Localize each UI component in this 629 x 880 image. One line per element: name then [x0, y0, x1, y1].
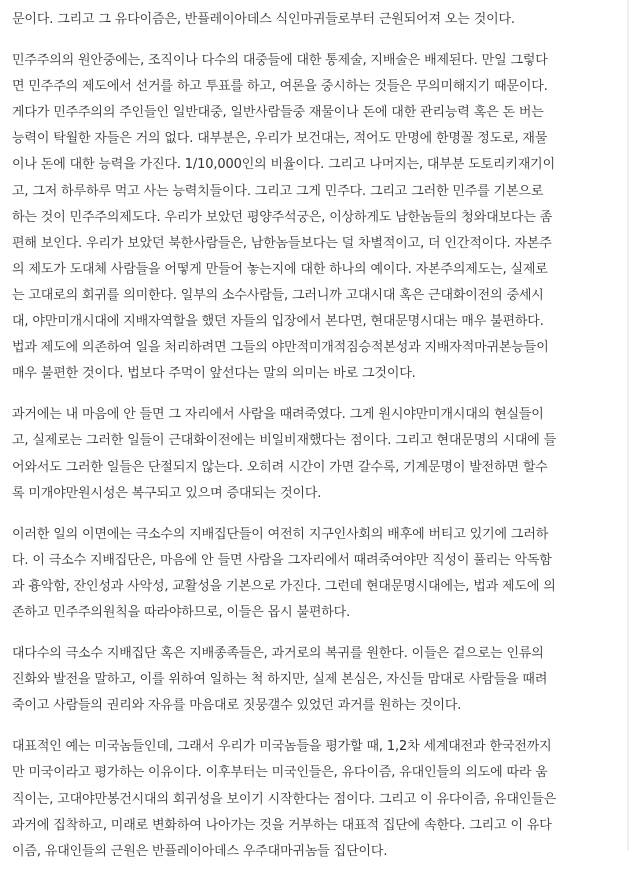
paragraph [12, 48, 615, 387]
text-line: 대다수의 극소수 지배집단 혹은 지배종족들은, 과거로의 복귀를 원한다. 이들은 겉으로는 인류의 [12, 646, 544, 662]
text-line: 면 민주주의 제도에서 선거를 하고 투표를 하고, 여론을 중시하는 것들은 무의미해지기 때문이다. [12, 79, 548, 95]
text-line: 이즘, 유대인들의 근원은 반플레이아데스 우주대마귀놈들 집단이다. [12, 843, 388, 859]
text-line: 과거에 집착하고, 미래로 변화하여 나아가는 것을 거부하는 대표적 집단에 속한다. 그리고 이 유다 [12, 817, 552, 833]
paragraph [12, 522, 615, 626]
text-line: 의 제도가 도대체 사람들을 어떻게 만들어 놓는지에 대한 하나의 예이다. 자본주의제도는, 실제로 [12, 261, 548, 277]
text-line: 고, 실제로는 그러한 일들이 근대화이전에는 비일비재했다는 점이다. 그리고 현대문명의 시대에 들 [12, 433, 557, 449]
text-line: 과거에는 내 마음에 안 들면 그 자리에서 사람을 때려죽였다. 그게 원시야만미개시대의 현실들이 [12, 407, 544, 423]
text-line: 대표적인 예는 미국놈들인데, 그래서 우리가 미국놈들을 평가할 때, 1,2차 세계대전과 한국전까지 [12, 739, 552, 755]
text-line: 어와서도 그러한 일들은 단절되지 않는다. 오히려 시간이 가면 갈수록, 기계문명이 발전하면 할수 [12, 459, 548, 475]
text-line: 하는 것이 민주주의제도다. 우리가 보았던 평양주석궁은, 이상하게도 남한놈들의 청와대보다는 좀 [12, 209, 553, 225]
paragraph [12, 402, 615, 506]
text-line: 만 미국이라고 평가하는 이유이다. 이후부터는 미국인들은, 유다이즘, 유대인들의 의도에 따라 움 [12, 765, 548, 781]
text-line: 진화와 발전을 말하고, 이를 위하여 일하는 척 하지만, 실제 본심은, 자신들 맘대로 사람들을 때려 [12, 672, 548, 688]
text-line: 대, 야만미개시대에 지배자역할을 했던 자들의 입장에서 본다면, 현대문명시대는 매우 불편하다. [12, 314, 544, 330]
text-line: 록 미개야만원시성은 복구되고 있으며 증대되는 것이다. [12, 485, 322, 501]
text-line: 편해 보인다. 우리가 보았던 북한사람들은, 남한놈들보다는 덜 차별적이고, 더 인간적이다. 자본주 [12, 235, 552, 251]
paragraph [12, 641, 615, 719]
text-line: 고, 그저 하루하루 먹고 사는 능력치들이다. 그리고 그게 민주다. 그리고 그러한 민주를 기본으로 [12, 183, 544, 199]
text-line: 직이는, 고대야만봉건시대의 회귀성을 보이기 시작한다는 점이다. 그리고 이 유다이즘, 유대인들은 [12, 791, 557, 807]
text-line: 이나 돈에 대한 능력을 가진다. 1/10,000인의 비율이다. 그리고 나머지는, 대부분 도토리키재기이 [12, 157, 555, 173]
text-line: 법과 제도에 의존하여 일을 처리하려면 그들의 야만적미개적짐승적본성과 지배자적마귀본능들이 [12, 340, 549, 356]
text-line: 는 고대로의 회귀를 의미한다. 일부의 소수사람들, 그러니까 고대시대 혹은 근대화이전의 중세시 [12, 287, 544, 303]
article-body [12, 7, 615, 880]
text-line: 존하고 민주주의원칙을 따라야하므로, 이들은 몹시 불편하다. [12, 604, 351, 620]
paragraph [12, 7, 615, 33]
text-line: 매우 불편한 것이다. 법보다 주먹이 앞선다는 말의 의미는 바로 그것이다. [12, 366, 416, 382]
text-line: 과 흉악함, 잔인성과 사악성, 교활성을 기본으로 가진다. 그런데 현대문명시대에는, 법과 제도에 의 [12, 578, 556, 594]
text-line: 민주주의의 원안중에는, 조직이나 다수의 대중들에 대한 통제술, 지배술은 배제된다. 만일 그렇다 [12, 53, 548, 69]
text-line: 다. 이 극소수 지배집단은, 마음에 안 들면 사람을 그자리에서 때려죽여야만 직성이 풀리는 악독함 [12, 552, 552, 568]
text-line: 게다가 민주주의의 주인들인 일반대중, 일반사람들중 재물이나 돈에 대한 관리능력 혹은 돈 버는 [12, 105, 544, 121]
paragraph [12, 734, 615, 864]
text-line: 이러한 일의 이면에는 극소수의 지배집단들이 여전히 지구인사회의 배후에 버티고 있기에 그러하 [12, 526, 549, 542]
text-line: 죽이고 사람들의 권리와 자유를 마음대로 짓뭉갤수 있었던 과거를 원하는 것이다. [12, 698, 462, 714]
text-line: 문이다. 그리고 그 유다이즘은, 반플레이아데스 식인마귀들로부터 근원되어져 오는 것이다. [12, 12, 515, 27]
text-line: 능력이 탁월한 자들은 거의 없다. 대부분은, 우리가 보건대는, 적어도 만명에 한명꼴 정도로, 재물 [12, 131, 548, 147]
